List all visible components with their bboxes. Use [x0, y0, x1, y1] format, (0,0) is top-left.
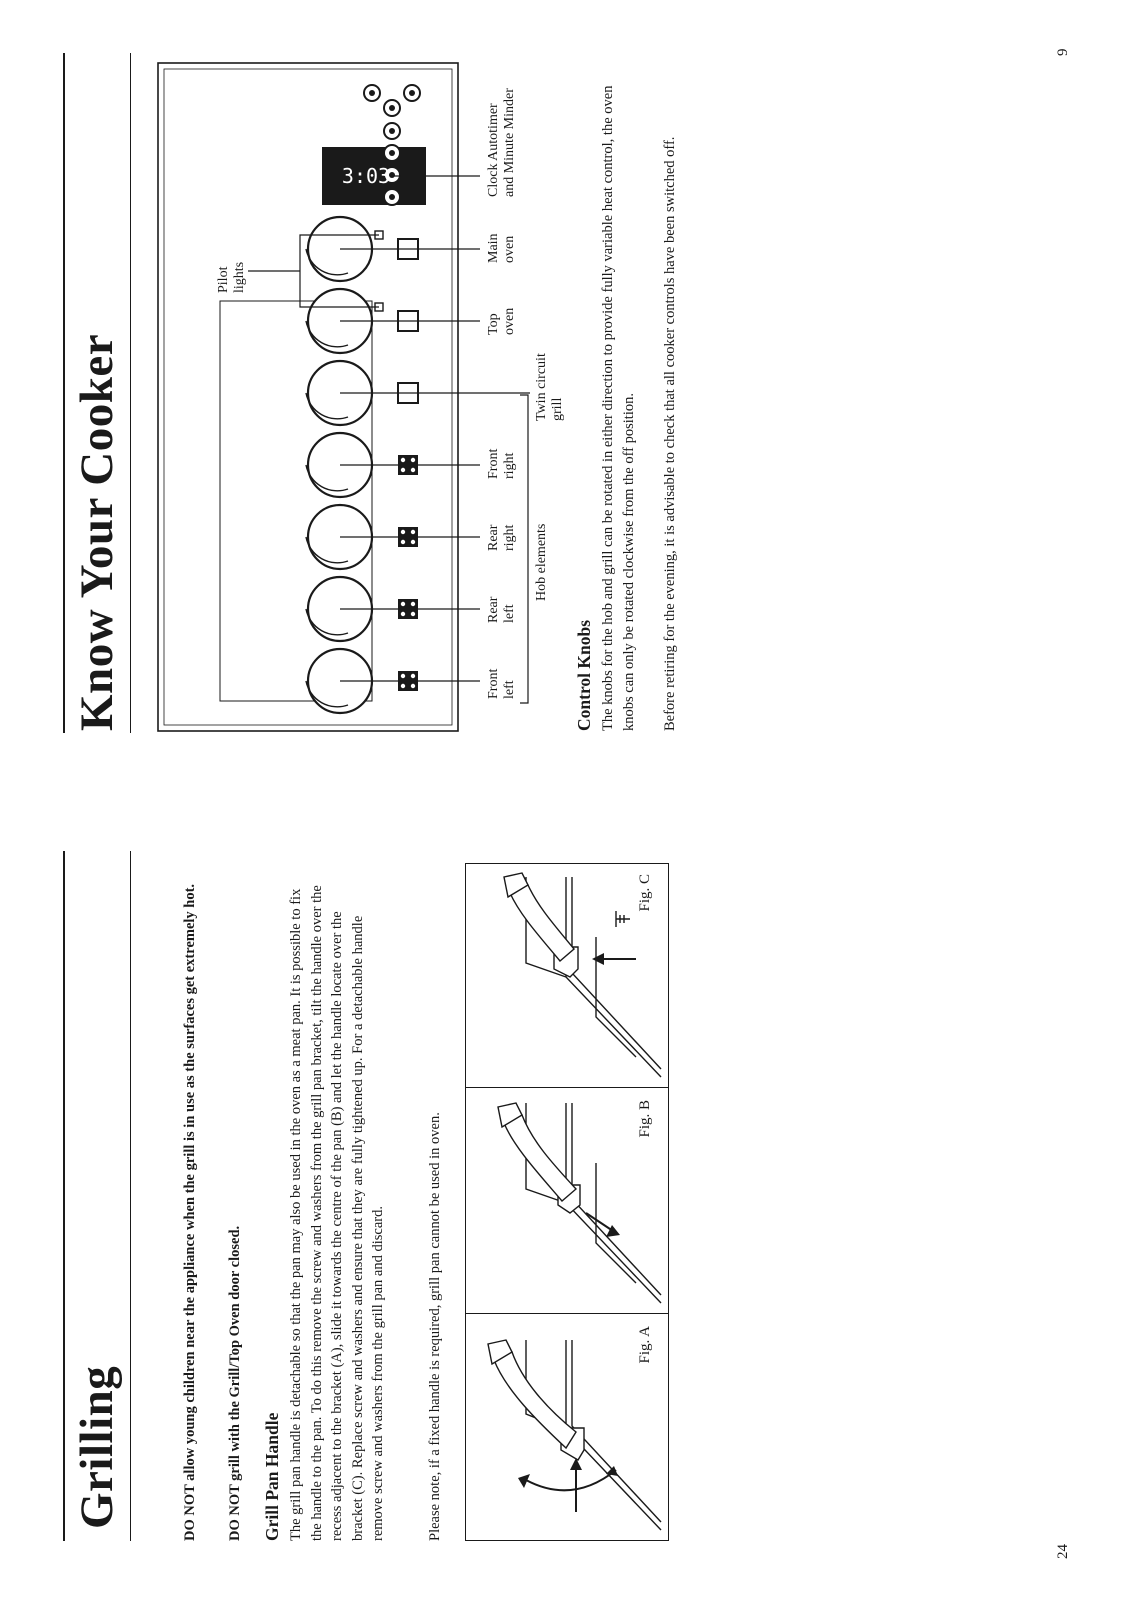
label-main-oven: Main oven — [486, 233, 517, 263]
grill-pan-handle-instructions: The grill pan handle is detachable so that the pan may also be used in the oven as a meat pan. It is possible to fix the handle to the pan. To do this remove the screw and washers from the grill pan bracket, tilt the handle over the recess adjacent to the bracket (A), slide it towards the centre of the pan (B) and let the handle locate over the bracket (C). Replace screw and washers and ensure that they are fully tightened up. For a detachable handle remove screw and washers from the grill pan and discard. — [288, 885, 386, 1541]
figure-b-label: Fig. B — [637, 1100, 653, 1138]
warning-children: DO NOT allow young children near the appliance when the grill is in use as the surfaces get extremely hot. — [182, 883, 198, 1541]
section-heading-grill-pan-handle: Grill Pan Handle — [262, 1412, 282, 1541]
label-rear-right: Rear right — [486, 524, 517, 551]
label-clock-autotimer: Clock Autotimer and Minute Minder — [486, 88, 517, 197]
figure-c-label: Fig. C — [637, 874, 653, 912]
label-hob-elements: Hob elements — [534, 523, 549, 601]
fixed-handle-note: Please note, if a fixed handle is required, grill pan cannot be used in oven. — [427, 1112, 443, 1541]
label-rear-left: Rear left — [486, 596, 517, 623]
label-pilot-lights: Pilot lights — [216, 261, 247, 293]
label-twin-circuit-grill: Twin circuit grill — [534, 353, 565, 421]
page-number-right: 9 — [1055, 48, 1071, 56]
clock-display: 3:03 — [341, 164, 391, 188]
page-title-grilling: Grilling — [71, 1365, 123, 1529]
page-number-left: 24 — [1055, 1544, 1071, 1559]
section-heading-control-knobs: Control Knobs — [574, 619, 594, 731]
page-title-know-your-cooker: Know Your Cooker — [71, 333, 123, 731]
warning-door-closed: DO NOT grill with the Grill/Top Oven door closed. — [227, 1225, 243, 1541]
label-front-right: Front right — [486, 448, 517, 479]
label-top-oven: Top oven — [486, 307, 517, 335]
control-knobs-evening-check: Before retiring for the evening, it is advisable to check that all cooker controls have been switched off. — [662, 136, 678, 731]
control-knobs-rotation-text: The knobs for the hob and grill can be rotated in either direction to provide fully variable heat control, the oven knobs can only be rotated clockwise from the off position. — [600, 85, 637, 731]
figure-a-label: Fig. A — [637, 1326, 653, 1364]
label-front-left: Front left — [486, 668, 517, 699]
